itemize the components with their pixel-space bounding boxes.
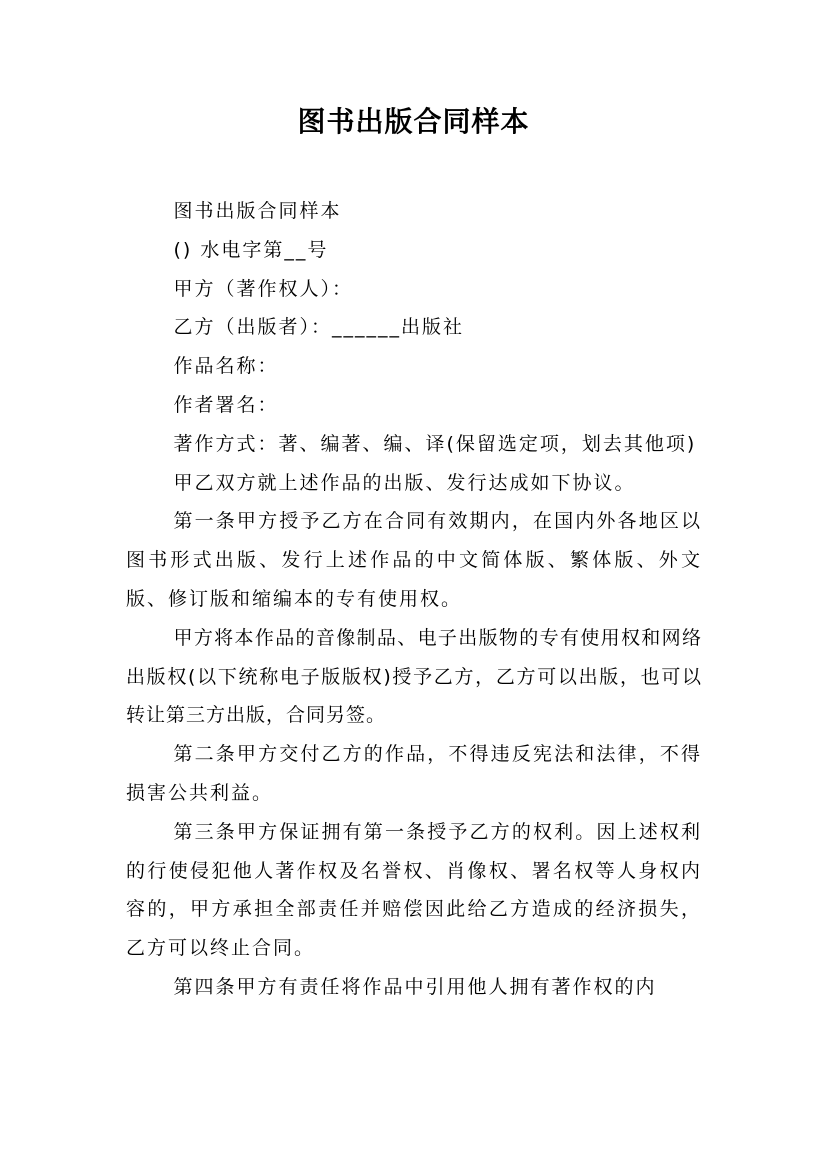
paragraph-article-4: 第四条甲方有责任将作品中引用他人拥有著作权的内 (173, 975, 657, 998)
paragraph-author-signature: 作者署名： (173, 393, 279, 416)
paragraph-party-a: 甲方（著作权人）： (173, 277, 354, 300)
paragraph-agreement-intro: 甲乙双方就上述作品的出版、发行达成如下协议。 (173, 471, 636, 494)
paragraph-authorship-method: 著作方式：著、编著、编、译(保留选定项，划去其他项) (173, 432, 697, 455)
paragraph-article-1-electronic: 甲方将本作品的音像制品、电子出版物的专有使用权和网络出版权(以下统称电子版版权)授予乙方，乙方可以出版，也可以转让第三方出版，合同另签。 (126, 626, 702, 727)
document-title: 图书出版合同样本 (297, 105, 530, 138)
paragraph-article-3: 第三条甲方保证拥有第一条授予乙方的权利。因上述权利的行使侵犯他人著作权及名誉权、肖像权、署名权等人身权内容的，甲方承担全部责任并赔偿因此给乙方造成的经济损失，乙方可以终止合同。 (126, 820, 702, 960)
paragraph-subtitle: 图书出版合同样本 (173, 200, 342, 222)
document-body (126, 192, 702, 1007)
paragraph-party-b: 乙方（出版者）：______出版社 (173, 316, 465, 339)
paragraph-work-name: 作品名称： (173, 355, 279, 378)
paragraph-article-2: 第二条甲方交付乙方的作品，不得违反宪法和法律，不得损害公共利益。 (126, 743, 702, 804)
paragraph-contract-number: () 水电字第__号 (173, 238, 329, 261)
paragraph-article-1: 第一条甲方授予乙方在合同有效期内，在国内外各地区以图书形式出版、发行上述作品的中文简体版、繁体版、外文版、修订版和缩编本的专有使用权。 (126, 510, 702, 610)
